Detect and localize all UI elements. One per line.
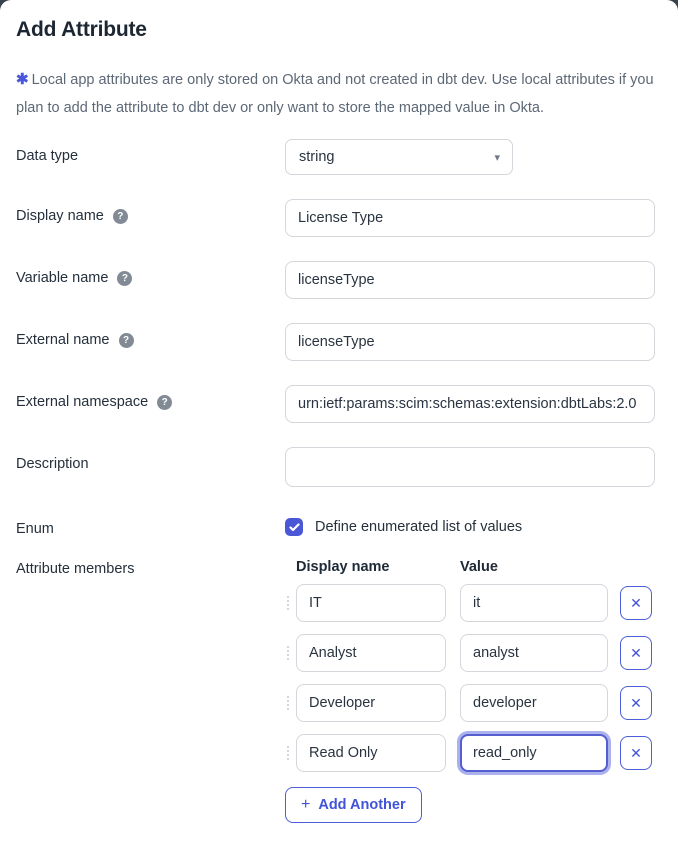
member-value-input[interactable] (460, 684, 608, 722)
note-text: Local app attributes are only stored on Okta and not created in dbt dev. Use local attributes if you plan to add the attribute to dbt dev or only want to store the mapped value in Okta. (16, 72, 654, 116)
row-external-namespace (16, 385, 662, 423)
data-type-selected-value: string (299, 149, 335, 165)
member-row (285, 584, 662, 622)
drag-handle-icon[interactable] (285, 745, 293, 761)
help-icon[interactable]: ? (113, 209, 128, 224)
data-type-label: Data type (16, 148, 79, 164)
display-name-label: Display name (16, 208, 104, 224)
remove-member-button[interactable] (620, 636, 652, 670)
enum-checkbox[interactable] (285, 518, 303, 536)
close-icon: ✕ (630, 644, 642, 661)
variable-name-label: Variable name (16, 270, 109, 286)
remove-member-button[interactable] (620, 736, 652, 770)
row-description (16, 447, 662, 487)
row-attribute-members (16, 559, 662, 823)
external-name-field[interactable] (285, 323, 655, 361)
members-display-name-header: Display name (296, 559, 390, 575)
add-another-button[interactable] (285, 787, 422, 823)
drag-handle-icon[interactable] (285, 595, 293, 611)
member-row (285, 734, 662, 772)
close-icon: ✕ (630, 694, 642, 711)
help-icon[interactable]: ? (117, 271, 132, 286)
asterisk-icon: ✱ (16, 71, 29, 88)
help-icon[interactable]: ? (157, 395, 172, 410)
remove-member-button[interactable] (620, 686, 652, 720)
display-name-field[interactable] (285, 199, 655, 237)
members-header-row (285, 559, 662, 575)
chevron-down-icon: ▾ (494, 151, 500, 164)
row-display-name (16, 199, 662, 237)
member-display-input[interactable] (296, 734, 446, 772)
member-display-input[interactable] (296, 584, 446, 622)
row-enum (16, 511, 662, 537)
attribute-members-label: Attribute members (16, 561, 135, 577)
page-title: Add Attribute (16, 18, 147, 41)
drag-handle-icon[interactable] (285, 695, 293, 711)
member-value-input-focused[interactable] (460, 734, 608, 772)
enum-label: Enum (16, 521, 54, 537)
member-value-input[interactable] (460, 584, 608, 622)
variable-name-field[interactable] (285, 261, 655, 299)
external-namespace-label: External namespace (16, 394, 149, 410)
checkmark-icon (289, 523, 300, 532)
drag-handle-icon[interactable] (285, 645, 293, 661)
external-name-label: External name (16, 332, 110, 348)
enum-checkbox-label: Define enumerated list of values (315, 519, 523, 535)
help-icon[interactable]: ? (119, 333, 134, 348)
remove-member-button[interactable] (620, 586, 652, 620)
external-namespace-field[interactable] (285, 385, 655, 423)
member-display-input[interactable] (296, 634, 446, 672)
member-display-input[interactable] (296, 684, 446, 722)
data-type-select[interactable] (285, 139, 513, 175)
member-row (285, 634, 662, 672)
add-another-label: Add Another (318, 797, 406, 813)
row-variable-name (16, 261, 662, 299)
description-field[interactable] (285, 447, 655, 487)
local-attribute-note (16, 66, 662, 122)
member-value-input[interactable] (460, 634, 608, 672)
close-icon: ✕ (630, 594, 642, 611)
add-attribute-form (16, 139, 662, 823)
description-label: Description (16, 456, 89, 472)
members-value-header: Value (460, 559, 498, 575)
plus-icon: + (301, 796, 311, 813)
member-row (285, 684, 662, 722)
close-icon: ✕ (630, 744, 642, 761)
row-external-name (16, 323, 662, 361)
row-data-type (16, 139, 662, 175)
